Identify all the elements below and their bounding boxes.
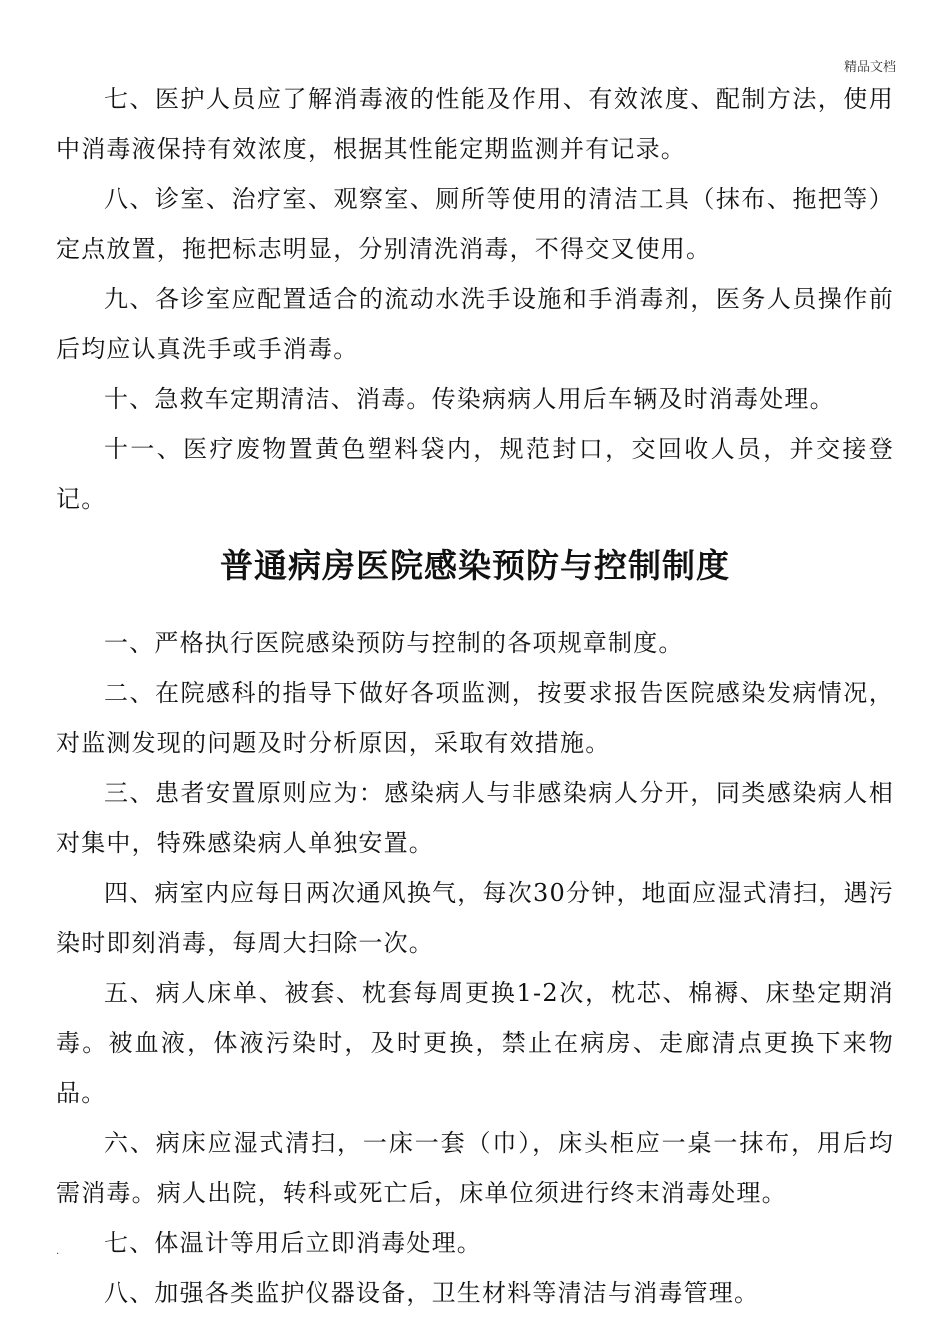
watermark-label: 精品文档 xyxy=(843,60,896,75)
section-title: 普通病房医院感染预防与控制制度 xyxy=(220,546,730,585)
paragraph-top-7: 七、医护人员应了解消毒液的性能及作用、有效浓度、配制方法，使用中消毒液保持有效浓度，根据其性能定期监测并有记录。 xyxy=(56,85,894,163)
paragraph-main-2: 二、在院感科的指导下做好各项监测，按要求报告医院感染发病情况，对监测发现的问题及时分析原因，采取有效措施。 xyxy=(56,679,894,757)
paragraph-main-1: 一、严格执行医院感染预防与控制的各项规章制度。 xyxy=(104,629,684,657)
paragraph-top-9: 九、各诊室应配置适合的流动水洗手设施和手消毒剂，医务人员操作前后均应认真洗手或手消毒。 xyxy=(56,285,894,363)
paragraph-top-10: 十、急救车定期清洁、消毒。传染病病人用后车辆及时消毒处理。 xyxy=(104,385,835,413)
paragraph-main-8: 八、加强各类监护仪器设备，卫生材料等清洁与消毒管理。 xyxy=(104,1279,760,1307)
paragraph-main-6: 六、病床应湿式清扫，一床一套（巾），床头柜应一桌一抹布，用后均需消毒。病人出院，转科或死亡后，床单位须进行终末消毒处理。 xyxy=(56,1129,894,1207)
paragraph-main-5: 五、病人床单、被套、枕套每周更换1-2次，枕芯、棉褥、床垫定期消毒。被血液，体液污染时，及时更换，禁止在病房、走廊清点更换下来物品。 xyxy=(56,979,894,1107)
paragraph-top-8: 八、诊室、治疗室、观察室、厕所等使用的清洁工具（抹布、拖把等）定点放置，拖把标志明显，分别清洗消毒，不得交叉使用。 xyxy=(56,185,894,263)
document-body xyxy=(56,74,894,1318)
paragraph-top-11: 十一、医疗废物置黄色塑料袋内，规范封口，交回收人员，并交接登记。 xyxy=(56,435,894,513)
paragraph-main-4: 四、病室内应每日两次通风换气，每次30分钟，地面应湿式清扫，遇污染时即刻消毒，每周大扫除一次。 xyxy=(56,879,894,957)
paragraph-main-3: 三、患者安置原则应为：感染病人与非感染病人分开，同类感染病人相对集中，特殊感染病人单独安置。 xyxy=(56,779,894,857)
footer-dot: . xyxy=(56,1246,60,1257)
paragraph-main-7: 七、体温计等用后立即消毒处理。 xyxy=(104,1229,482,1257)
